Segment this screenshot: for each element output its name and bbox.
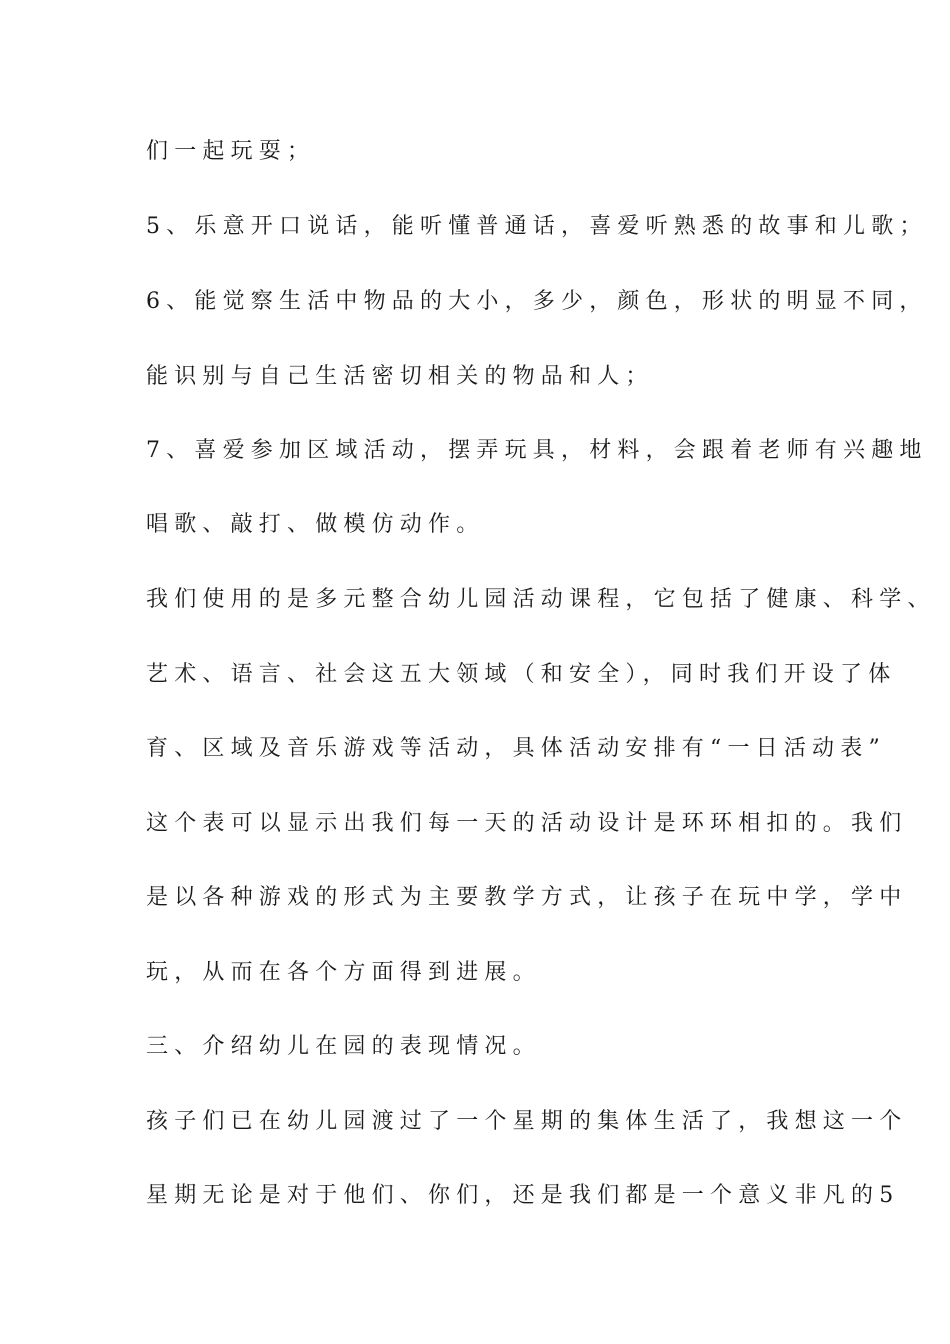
text-line: 6、能觉察生活中物品的大小，多少，颜色，形状的明显不同， [146,289,928,314]
text-line: 们一起玩耍； [146,139,316,164]
text-line: 星期无论是对于他们、你们，还是我们都是一个意义非凡的5 [146,1183,900,1208]
text-line: 是以各种游戏的形式为主要教学方式，让孩子在玩中学，学中 [146,885,908,910]
text-line: 孩子们已在幼儿园渡过了一个星期的集体生活了，我想这一个 [146,1109,908,1134]
text-line: 玩，从而在各个方面得到进展。 [146,960,541,985]
text-line: 7、喜爱参加区域活动，摆弄玩具，材料，会跟着老师有兴趣地 [146,438,928,463]
text-line: 这个表可以显示出我们每一天的活动设计是环环相扣的。我们 [146,811,908,836]
text-line: 我们使用的是多元整合幼儿园活动课程，它包括了健康、科学、 [146,587,936,612]
text-line: 5、乐意开口说话，能听懂普通话，喜爱听熟悉的故事和儿歌； [146,214,928,239]
text-line: 育、区域及音乐游戏等活动，具体活动安排有“一日活动表” [146,736,886,761]
section-heading: 三、介绍幼儿在园的表现情况。 [146,1034,541,1059]
text-line: 唱歌、敲打、做模仿动作。 [146,512,485,537]
text-line: 艺术、语言、社会这五大领域（和安全），同时我们开设了体 [146,662,897,687]
text-line: 能识别与自己生活密切相关的物品和人； [146,364,654,389]
